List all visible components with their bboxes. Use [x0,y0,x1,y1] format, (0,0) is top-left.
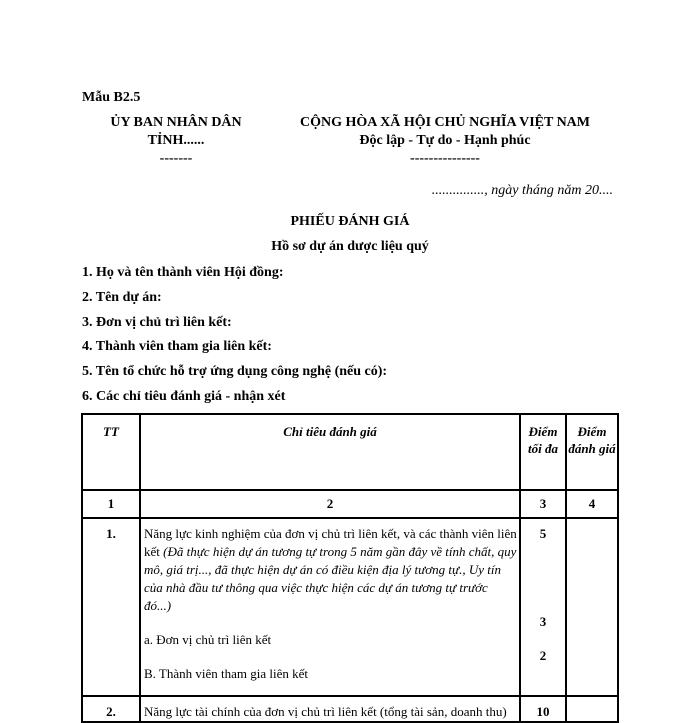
col-number: 1 [82,490,140,518]
sub-criteria-b: B. Thành viên tham gia liên kết [144,666,309,681]
evaluation-table [81,413,619,723]
header-criteria: Chỉ tiêu đánh giá [140,414,520,490]
form-code: Mẫu B2.5 [82,90,141,105]
max-score: 10 [520,696,566,722]
sub-criteria-a: a. Đơn vị chủ trì liên kết [144,632,272,647]
col-number: 3 [520,490,566,518]
table-header-row [82,414,618,490]
field-support-org: 5. Tên tổ chức hỗ trợ ứng dụng công nghệ (nếu có): [82,364,388,379]
field-lead-unit: 3. Đơn vị chủ trì liên kết: [82,315,232,330]
republic-name: CỘNG HÒA XÃ HỘI CHỦ NGHĨA VIỆT NAM [299,115,590,130]
row-criteria [140,518,520,696]
header-score: Điểm đánh giá [566,414,618,490]
republic-divider: --------------- [410,151,480,166]
document-title: PHIẾU ĐÁNH GIÁ [290,214,410,229]
header-max-score: Điểm tối đa [520,414,566,490]
max-score-a: 3 [539,614,547,629]
agency-header [95,114,257,168]
row-tt: 2. [82,696,140,722]
criteria-text-note: (Đã thực hiện dự án tương tự trong 5 năm gần đây về tính chất, quy mô, giá trị..., đã thực hiện dự án có điều kiện địa lý tương tự., Uy tín của nhà đầu tư thông qua việc thực hiện các dự án tương tự trước đó...) [144,544,517,613]
col-number: 4 [566,490,618,518]
field-members: 4. Thành viên tham gia liên kết: [82,339,272,354]
agency-divider: ------- [159,151,193,166]
field-member-name: 1. Họ và tên thành viên Hội đồng: [82,265,284,280]
max-score: 5 [539,526,547,541]
agency-name: ỦY BAN NHÂN DÂN [110,115,242,130]
field-project-name: 2. Tên dự án: [82,290,162,305]
republic-motto: Độc lập - Tự do - Hạnh phúc [359,133,531,148]
republic-header [290,114,600,168]
criteria-text-plain: Năng lực kinh nghiệm của đơn vị chủ trì liên kết, và các thành viên liên kết [144,526,517,559]
max-score-b: 2 [539,648,547,663]
field-criteria-heading: 6. Các chỉ tiêu đánh giá - nhận xét [82,389,286,404]
row-criteria: Năng lực tài chính của đơn vị chủ trì liên kết (tổng tài sản, doanh thu) [140,696,520,722]
criteria-text [141,525,519,615]
column-number-row [82,490,618,518]
header-tt: TT [82,414,140,490]
score-cell[interactable] [566,518,618,696]
col-number: 2 [140,490,520,518]
date-line: ..............., ngày tháng năm 20.... [431,183,613,198]
row-tt: 1. [82,518,140,696]
row-max-cell [520,518,566,696]
table-row [82,518,618,696]
document-subtitle: Hồ sơ dự án dược liệu quý [271,239,429,254]
agency-province: TỈNH...... [147,133,205,148]
